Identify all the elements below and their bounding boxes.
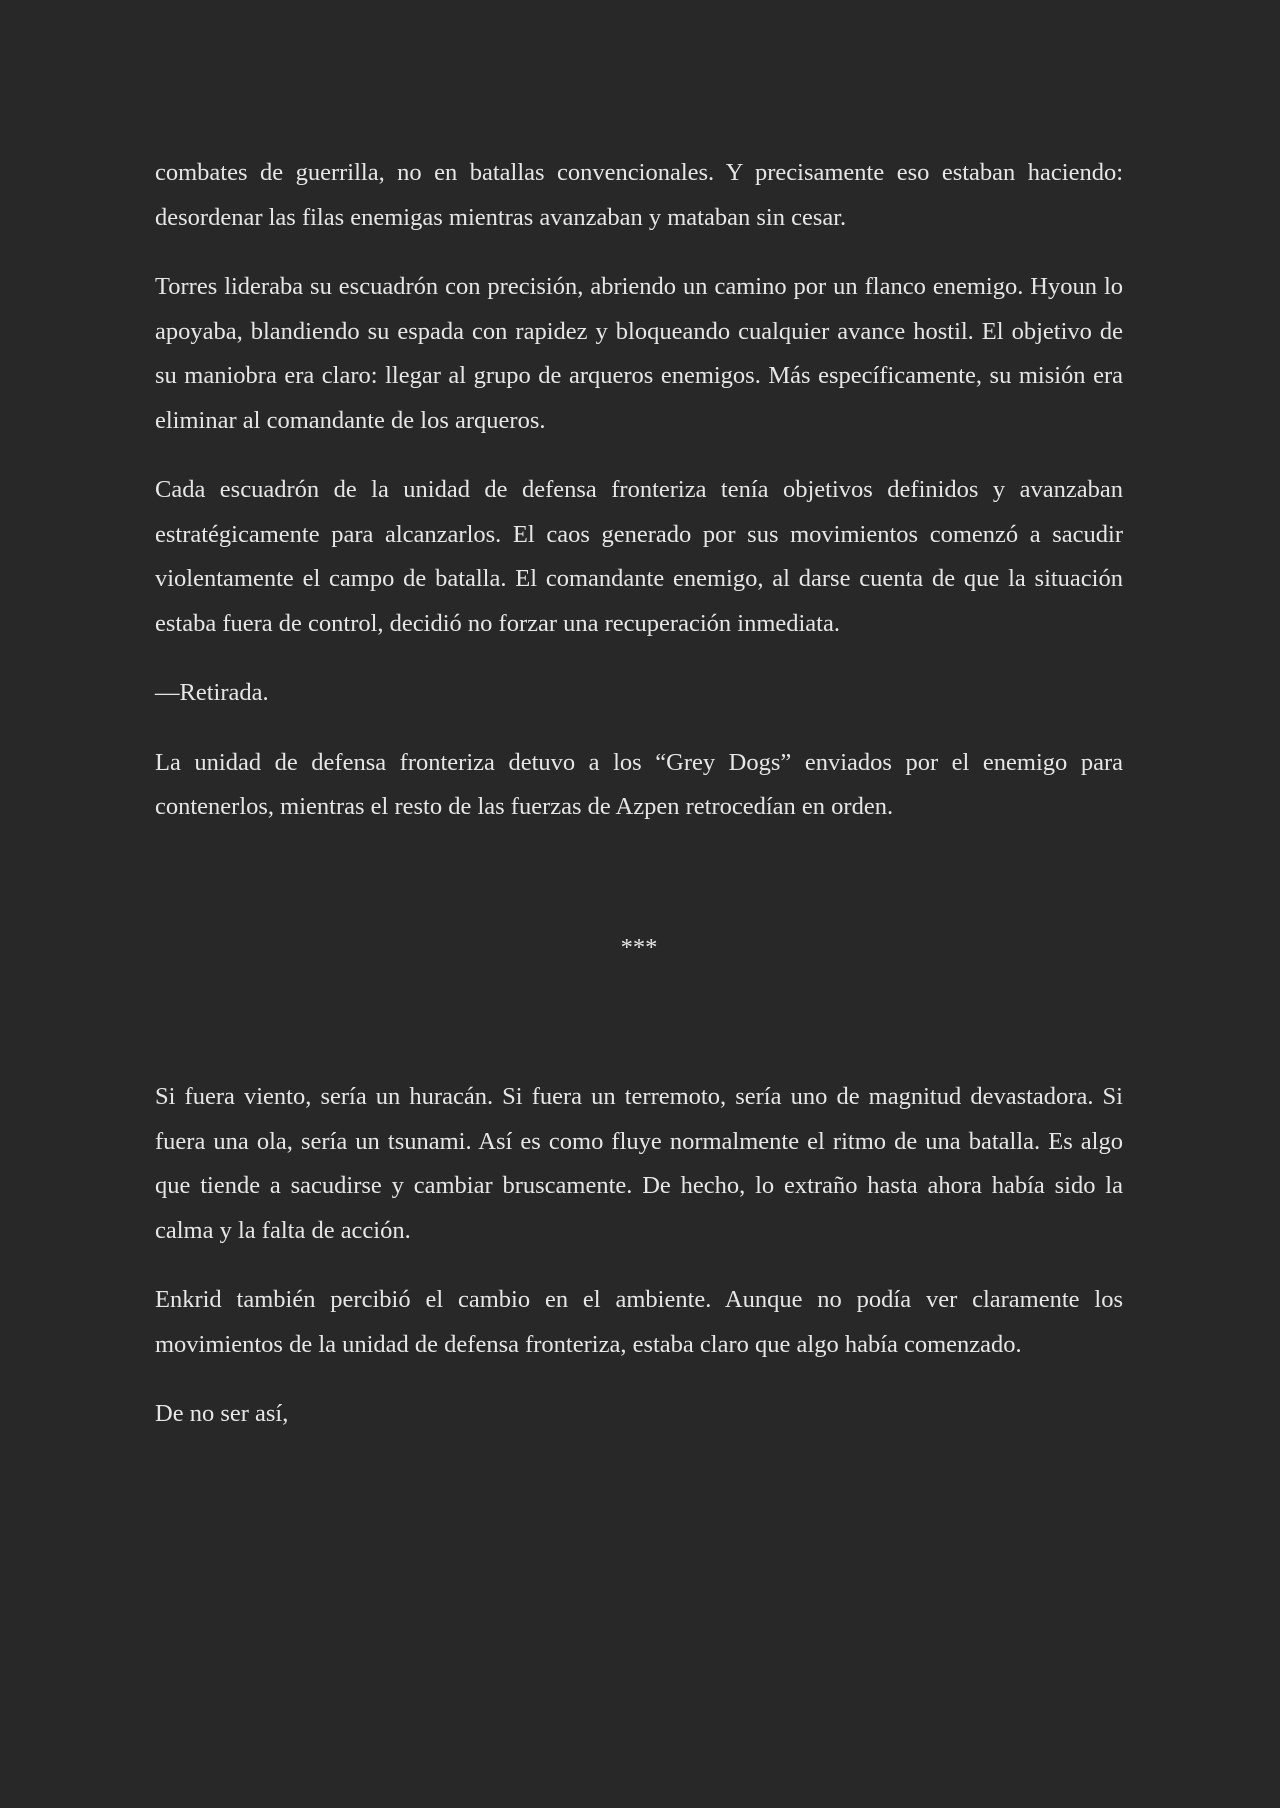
paragraph: combates de guerrilla, no en batallas convencionales. Y precisamente eso estaban haciendo: desordenar las filas enemigas mientras avanzaban y mataban sin cesar. bbox=[155, 159, 1123, 231]
paragraph: De no ser así, bbox=[155, 1400, 289, 1427]
scene-separator: *** bbox=[620, 933, 658, 961]
paragraph: Si fuera viento, sería un huracán. Si fuera un terremoto, sería uno de magnitud devastadora. Si fuera una ola, sería un tsunami. Así es como fluye normalmente el ritmo de una batalla. Es algo que tiende a sacudirse y cambiar bruscamente. De hecho, lo extraño hasta ahora había sido la calma y la falta de acción. bbox=[155, 1083, 1123, 1244]
chapter-text bbox=[155, 151, 1123, 1462]
paragraph: Enkrid también percibió el cambio en el ambiente. Aunque no podía ver claramente los movimientos de la unidad de defensa fronteriza, estaba claro que algo había comenzado. bbox=[155, 1286, 1123, 1358]
paragraph: La unidad de defensa fronteriza detuvo a los “Grey Dogs” enviados por el enemigo para contenerlos, mientras el resto de las fuerzas de Azpen retrocedían en orden. bbox=[155, 748, 1123, 820]
paragraph: Cada escuadrón de la unidad de defensa fronteriza tenía objetivos definidos y avanzaban estratégicamente para alcanzarlos. El caos generado por sus movimientos comenzó a sacudir violentamente el campo de batalla. El comandante enemigo, al darse cuenta de que la situación estaba fuera de control, decidió no forzar una recuperación inmediata. bbox=[155, 476, 1123, 637]
paragraph: Torres lideraba su escuadrón con precisión, abriendo un camino por un flanco enemigo. Hyoun lo apoyaba, blandiendo su espada con rapidez y bloqueando cualquier avance hostil. El objetivo de su maniobra era claro: llegar al grupo de arqueros enemigos. Más específicamente, su misión era eliminar al comandante de los arqueros. bbox=[155, 273, 1123, 434]
paragraph: —Retirada. bbox=[155, 679, 269, 706]
